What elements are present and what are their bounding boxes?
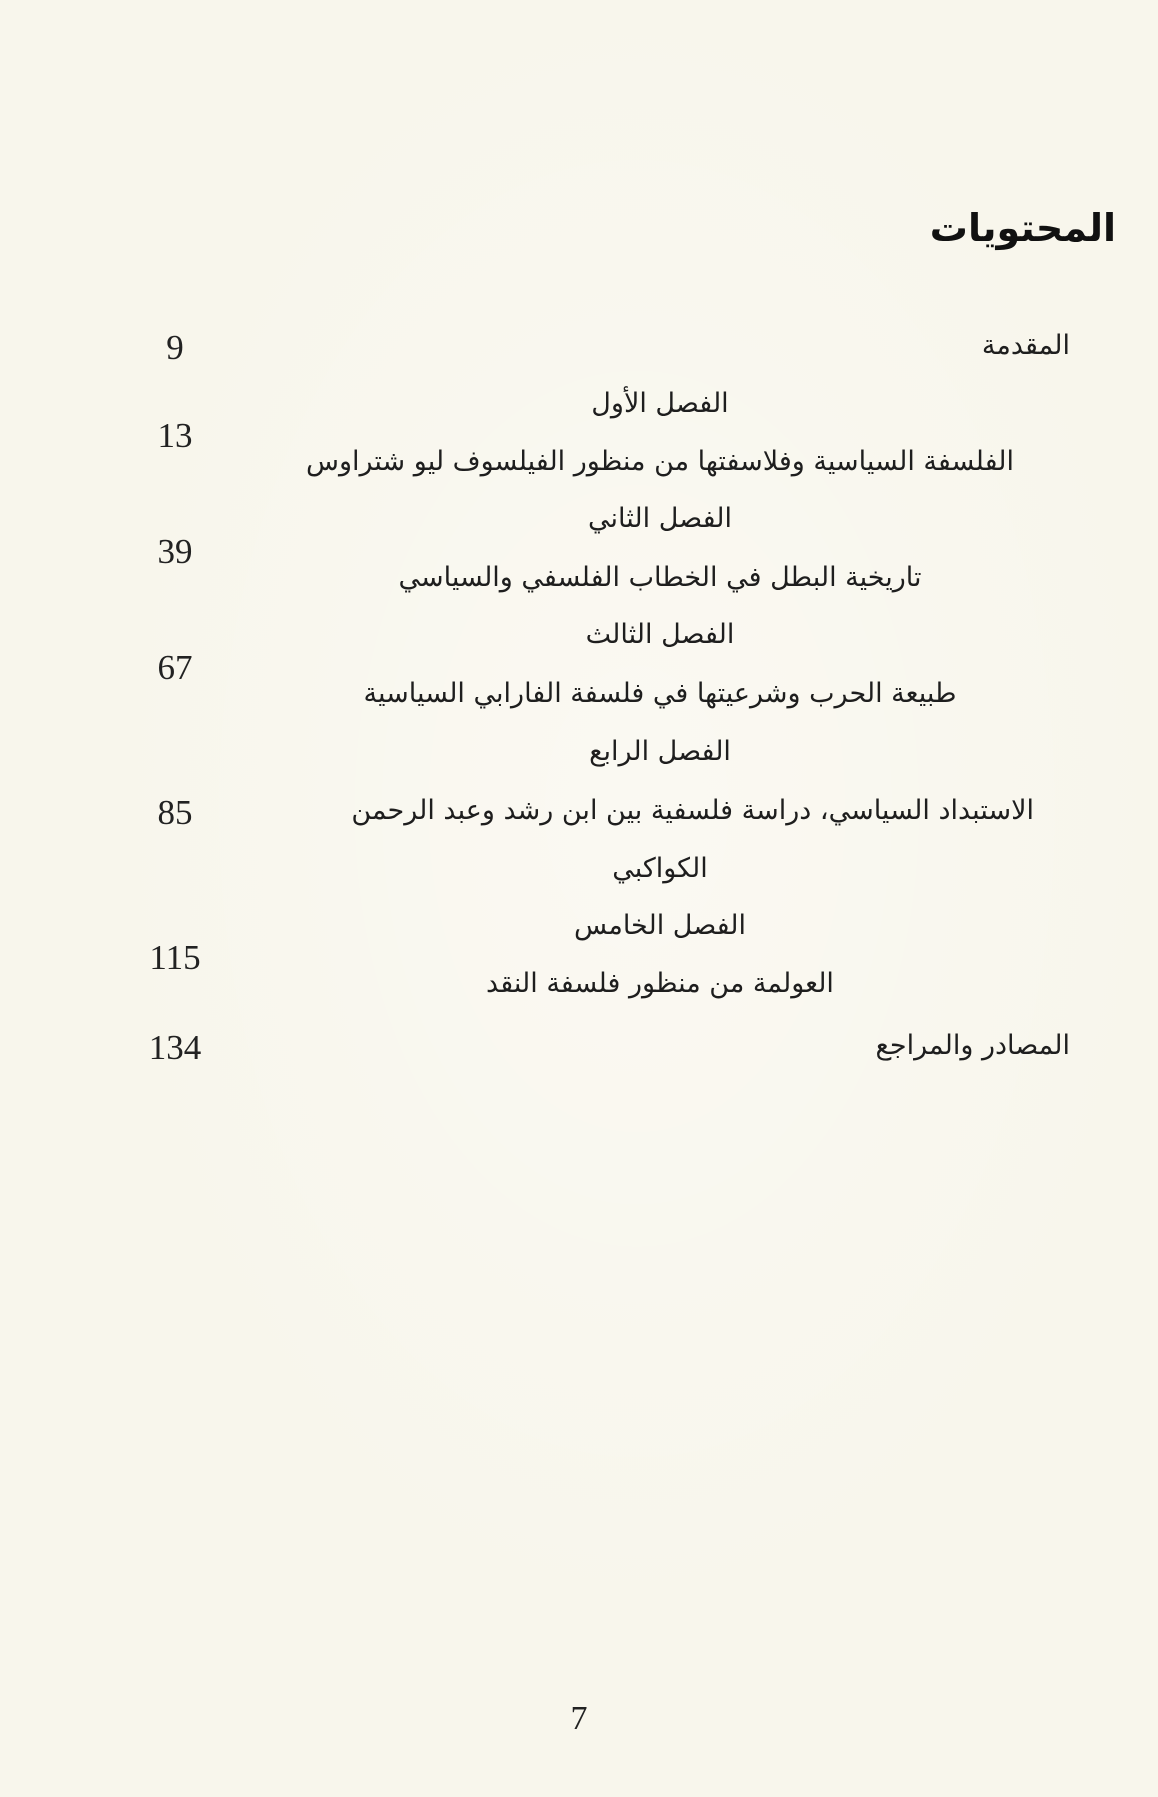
toc-chapter5-label: الفصل الخامس	[573, 910, 747, 941]
toc-chapter3-label: الفصل الثالث	[585, 619, 735, 650]
toc-chapter2-label: الفصل الثاني	[588, 503, 732, 534]
contents-heading: المحتويات	[929, 206, 1116, 250]
toc-chapter4-title: الاستبداد السياسي، دراسة فلسفية بين ابن رشد وعبد الرحمن	[351, 795, 1034, 826]
toc-chapter4-title-continued: الكواكبي	[612, 853, 708, 884]
toc-chapter2-page: 39	[157, 532, 193, 571]
toc-chapter4-label: الفصل الرابع	[589, 736, 731, 767]
toc-chapter4-page: 85	[157, 793, 193, 832]
toc-entry-intro-page: 9	[166, 328, 184, 367]
toc-chapter5-title: العولمة من منظور فلسفة النقد	[486, 968, 834, 999]
toc-entry-references-title: المصادر والمراجع	[875, 1030, 1070, 1061]
toc-chapter3-page: 67	[157, 648, 193, 687]
toc-chapter3-title: طبيعة الحرب وشرعيتها في فلسفة الفارابي السياسية	[363, 678, 957, 709]
toc-chapter5-page: 115	[149, 938, 201, 977]
toc-chapter1-page: 13	[157, 416, 193, 455]
toc-chapter1-label: الفصل الأول	[591, 388, 729, 419]
toc-entry-references-page: 134	[148, 1028, 202, 1067]
page-number: 7	[570, 1700, 588, 1737]
toc-chapter2-title: تاريخية البطل في الخطاب الفلسفي والسياسي	[398, 562, 922, 593]
toc-entry-intro-title: المقدمة	[981, 330, 1070, 361]
toc-chapter1-title: الفلسفة السياسية وفلاسفتها من منظور الفيلسوف ليو شتراوس	[306, 446, 1014, 477]
